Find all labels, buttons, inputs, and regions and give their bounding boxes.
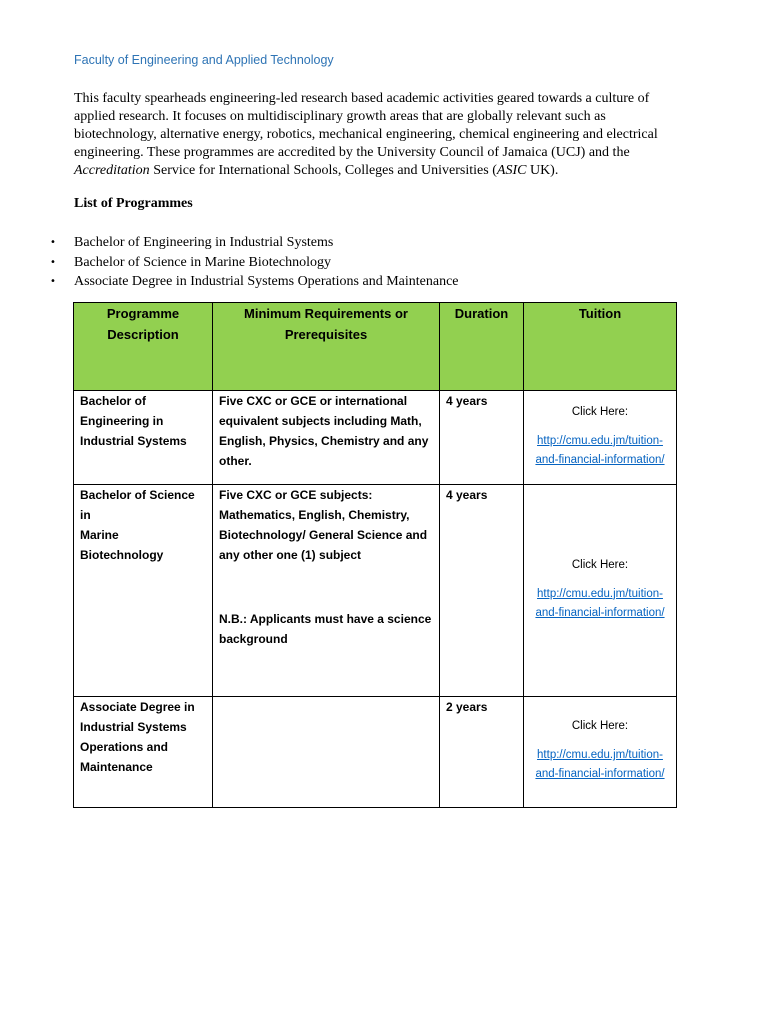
- cell-text: Maintenance: [80, 760, 153, 774]
- table-row: [74, 391, 677, 485]
- intro-line: engineering. These programmes are accredited by the University Council of Jamaica (UCJ) and the: [74, 145, 630, 160]
- intro-line: This faculty spearheads engineering-led research based academic activities geared towards a culture of: [74, 91, 650, 106]
- tuition-cell: [524, 485, 677, 697]
- header-text: Description: [107, 327, 179, 342]
- cell-text: Biotechnology: [80, 548, 164, 562]
- intro-text: UK).: [526, 163, 559, 178]
- note-text: background: [219, 632, 288, 646]
- bullet-icon: •: [50, 256, 56, 268]
- header-tuition: [524, 303, 677, 391]
- cell-text: Associate Degree in: [80, 700, 195, 714]
- programme-name: Associate Degree in Industrial Systems Operations and Maintenance: [74, 274, 459, 289]
- cell-text: Bachelor of: [80, 394, 147, 408]
- tuition-link[interactable]: and-financial-information/: [535, 453, 665, 466]
- click-here-label: Click Here:: [571, 405, 629, 418]
- cell-text: other.: [219, 454, 252, 468]
- cell-text: Engineering in: [80, 414, 164, 428]
- header-text: Tuition: [578, 306, 622, 321]
- table-row: [74, 697, 677, 808]
- requirements-cell: [213, 485, 440, 697]
- tuition-cell: [524, 697, 677, 808]
- duration-cell: 4 years: [440, 485, 524, 697]
- cell-text: Marine: [80, 528, 119, 542]
- requirements-cell: [213, 391, 440, 485]
- list-item: [50, 253, 459, 273]
- click-here-label: Click Here:: [571, 558, 629, 571]
- header-duration: [440, 303, 524, 391]
- tuition-link[interactable]: http://cmu.edu.jm/tuition-: [537, 587, 663, 600]
- table-header-row: [74, 303, 677, 391]
- header-requirements: [213, 303, 440, 391]
- requirements-cell: [213, 697, 440, 808]
- table-row: [74, 485, 677, 697]
- header-text: Programme: [106, 306, 180, 321]
- cell-text: Five CXC or GCE or international: [219, 394, 408, 408]
- note-text: N.B.: Applicants must have a science: [219, 612, 432, 626]
- list-item: [50, 272, 459, 292]
- programme-name: Bachelor of Engineering in Industrial Systems: [74, 235, 334, 250]
- intro-text: Service for International Schools, Colleges and Universities (: [149, 163, 497, 178]
- programme-cell: [74, 391, 213, 485]
- asic-text: ASIC: [496, 163, 527, 178]
- accreditation-text: Accreditation: [74, 163, 150, 178]
- programme-table: [73, 302, 677, 808]
- tuition-cell: [524, 391, 677, 485]
- bullet-icon: •: [50, 237, 56, 248]
- list-item: [50, 233, 459, 253]
- header-text: Minimum Requirements or: [244, 306, 408, 321]
- list-title: List of Programmes: [74, 196, 193, 211]
- cell-text: equivalent subjects including Math,: [219, 414, 422, 428]
- cell-text: any other one (1) subject: [219, 548, 362, 562]
- intro-line: biotechnology, alternative energy, robotics, mechanical engineering, chemical engineering and electrical: [74, 127, 658, 142]
- header-text: Prerequisites: [284, 327, 368, 342]
- intro-line: applied research. It focuses on multidisciplinary growth areas that are globally relevant such as: [74, 109, 606, 124]
- cell-text: Industrial Systems: [80, 434, 187, 448]
- programme-cell: [74, 697, 213, 808]
- header-text: Duration: [454, 306, 509, 321]
- duration-cell: 4 years: [440, 391, 524, 485]
- cell-text: Industrial Systems: [80, 720, 187, 734]
- tuition-link[interactable]: http://cmu.edu.jm/tuition-: [537, 749, 663, 761]
- intro-paragraph: [74, 90, 714, 180]
- tuition-link[interactable]: and-financial-information/: [535, 768, 665, 780]
- intro-line: [74, 162, 714, 180]
- cell-text: Operations and: [80, 740, 169, 754]
- cell-text: Bachelor of Science in: [80, 488, 195, 522]
- tuition-link[interactable]: and-financial-information/: [535, 606, 665, 619]
- cell-text: English, Physics, Chemistry and any: [219, 434, 429, 448]
- bullet-icon: •: [50, 276, 56, 287]
- duration-cell: 2 years: [440, 697, 524, 808]
- programme-list: [50, 233, 459, 292]
- cell-text: Mathematics, English, Chemistry,: [219, 508, 410, 522]
- programme-name: Bachelor of Science in Marine Biotechnology: [74, 254, 331, 270]
- programme-cell: [74, 485, 213, 697]
- cell-text: Biotechnology/ General Science and: [219, 528, 428, 542]
- header-programme-description: [74, 303, 213, 391]
- cell-text: Five CXC or GCE subjects:: [219, 488, 373, 502]
- click-here-label: Click Here:: [571, 720, 629, 732]
- tuition-link[interactable]: http://cmu.edu.jm/tuition-: [537, 434, 663, 447]
- faculty-heading: Faculty of Engineering and Applied Technology: [74, 53, 334, 67]
